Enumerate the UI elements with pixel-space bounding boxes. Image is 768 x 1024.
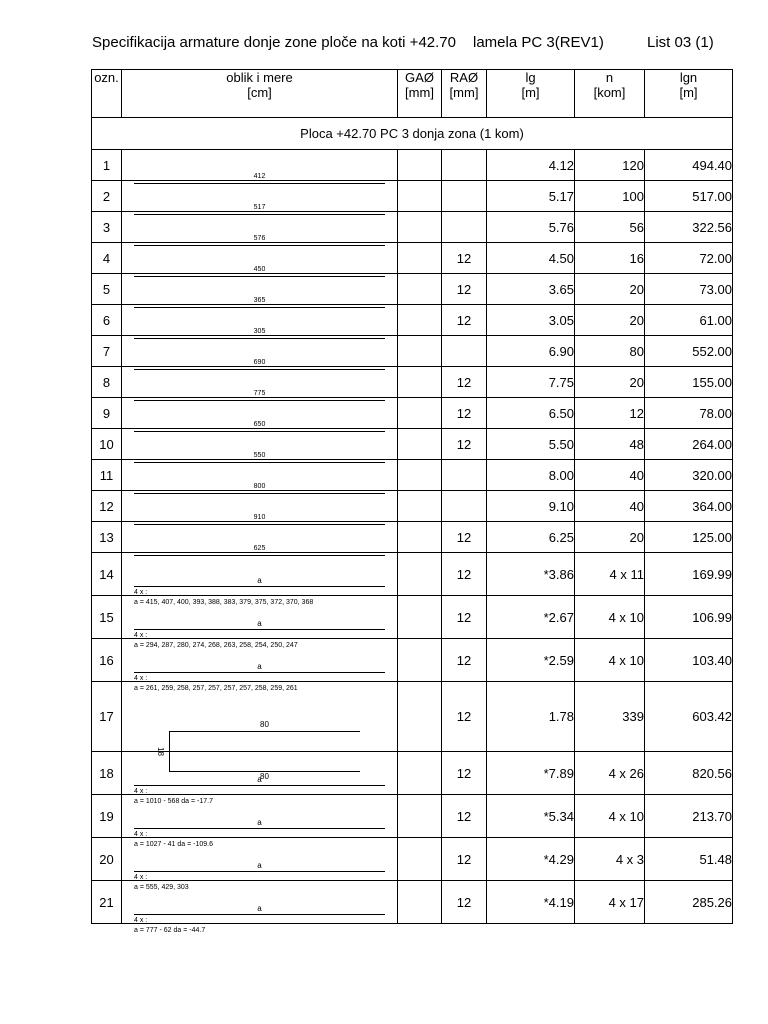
cell-n: 4 x 10	[575, 795, 645, 838]
cell-ozn: 11	[92, 460, 122, 491]
bar-length-label: 650	[253, 421, 266, 428]
bar-length-label: 910	[253, 514, 266, 521]
cell-ga	[398, 274, 442, 305]
cell-ra: 12	[442, 429, 487, 460]
table-row	[92, 181, 733, 212]
cell-ra: 12	[442, 305, 487, 336]
cell-lg: 6.50	[487, 398, 575, 429]
bar-group-count: 4 x :	[134, 831, 148, 838]
cell-lg: 4.12	[487, 150, 575, 181]
bar-length-label: 517	[253, 204, 266, 211]
document-title: Specifikacija armature donje zone ploče na koti +42.70	[92, 34, 456, 51]
bar-length-label: 690	[253, 359, 266, 366]
cell-ozn: 17	[92, 682, 122, 752]
cell-n: 4 x 11	[575, 553, 645, 596]
cell-ra: 12	[442, 838, 487, 881]
cell-ga	[398, 639, 442, 682]
bar-group-count: 4 x :	[134, 589, 148, 596]
cell-shape	[122, 553, 398, 606]
cell-lg: *4.19	[487, 881, 575, 924]
cell-ga	[398, 336, 442, 367]
bar-length-label: a	[257, 861, 262, 870]
col-ra-header: RAØ [mm]	[442, 70, 487, 118]
cell-shape	[122, 460, 398, 491]
bar-length-list: a = 415, 407, 400, 393, 388, 383, 379, 375, 372, 370, 368	[134, 599, 314, 606]
bar-line	[134, 338, 385, 339]
cell-lgn: 51.48	[645, 838, 733, 881]
cell-ga	[398, 682, 442, 752]
cell-n: 80	[575, 336, 645, 367]
cell-n: 120	[575, 150, 645, 181]
cell-ra: 12	[442, 243, 487, 274]
cell-lgn: 264.00	[645, 429, 733, 460]
cell-lg: *3.86	[487, 553, 575, 596]
cell-lg: 4.50	[487, 243, 575, 274]
table-row	[92, 460, 733, 491]
cell-lgn: 169.99	[645, 553, 733, 596]
table-row	[92, 243, 733, 274]
cell-lg: *4.29	[487, 838, 575, 881]
cell-n: 12	[575, 398, 645, 429]
cell-ga	[398, 460, 442, 491]
cell-shape	[122, 305, 398, 336]
bar-line	[134, 629, 385, 630]
cell-lg: 7.75	[487, 367, 575, 398]
cell-ozn: 5	[92, 274, 122, 305]
bar-length-list: a = 261, 259, 258, 257, 257, 257, 257, 258, 259, 261	[134, 685, 298, 692]
cell-ozn: 12	[92, 491, 122, 522]
cell-lgn: 364.00	[645, 491, 733, 522]
cell-ra: 12	[442, 274, 487, 305]
u-shape-bottom-dimension: 80	[260, 771, 269, 781]
cell-lg: 9.10	[487, 491, 575, 522]
cell-ozn: 1	[92, 150, 122, 181]
table-row	[92, 336, 733, 367]
cell-shape	[122, 429, 398, 460]
cell-lg: 6.25	[487, 522, 575, 553]
bar-length-list: a = 555, 429, 303	[134, 884, 189, 891]
cell-n: 20	[575, 305, 645, 336]
cell-lg: 3.65	[487, 274, 575, 305]
cell-ozn: 13	[92, 522, 122, 553]
cell-ga	[398, 367, 442, 398]
cell-lgn: 213.70	[645, 795, 733, 838]
bar-line	[134, 524, 385, 525]
cell-lgn: 72.00	[645, 243, 733, 274]
cell-ra	[442, 150, 487, 181]
cell-ozn: 19	[92, 795, 122, 838]
cell-ga	[398, 838, 442, 881]
col-ozn-header: ozn.	[92, 70, 122, 118]
cell-ra	[442, 181, 487, 212]
cell-shape	[122, 181, 398, 212]
table-row	[92, 398, 733, 429]
cell-n: 56	[575, 212, 645, 243]
lamela-label: lamela PC 3(REV1)	[473, 34, 604, 51]
cell-lg: *5.34	[487, 795, 575, 838]
cell-shape	[122, 491, 398, 522]
cell-ozn: 8	[92, 367, 122, 398]
bar-length-list: a = 777 - 62 da = -44.7	[134, 927, 206, 934]
cell-lgn: 603.42	[645, 682, 733, 752]
cell-shape	[122, 367, 398, 398]
bar-line	[134, 871, 385, 872]
cell-lg: 1.78	[487, 682, 575, 752]
cell-n: 4 x 3	[575, 838, 645, 881]
cell-ozn: 3	[92, 212, 122, 243]
cell-lg: *2.59	[487, 639, 575, 682]
bar-group-count: 4 x :	[134, 874, 148, 881]
cell-lgn: 820.56	[645, 752, 733, 795]
bar-line	[134, 555, 385, 556]
cell-ga	[398, 398, 442, 429]
table-row	[92, 491, 733, 522]
cell-lgn: 103.40	[645, 639, 733, 682]
table-row	[92, 553, 733, 596]
bar-length-label: 800	[253, 483, 266, 490]
bar-line	[134, 785, 385, 786]
table-row	[92, 150, 733, 181]
cell-n: 40	[575, 491, 645, 522]
bar-length-list: a = 1027 - 41 da = -109.6	[134, 841, 214, 848]
cell-ozn: 4	[92, 243, 122, 274]
bar-length-label: 412	[253, 173, 266, 180]
bar-line	[134, 369, 385, 370]
cell-ga	[398, 429, 442, 460]
bar-length-label: a	[257, 904, 262, 913]
cell-ozn: 21	[92, 881, 122, 924]
cell-shape	[122, 398, 398, 429]
cell-n: 20	[575, 367, 645, 398]
cell-lgn: 155.00	[645, 367, 733, 398]
cell-ozn: 9	[92, 398, 122, 429]
cell-ga	[398, 150, 442, 181]
cell-shape	[122, 274, 398, 305]
table-row	[92, 429, 733, 460]
cell-ga	[398, 212, 442, 243]
cell-ra	[442, 460, 487, 491]
bar-line	[134, 183, 385, 184]
bar-line	[134, 914, 385, 915]
bar-line	[134, 245, 385, 246]
bar-group-count: 4 x :	[134, 788, 148, 795]
bar-line	[134, 493, 385, 494]
bar-group-count: 4 x :	[134, 675, 148, 682]
bar-length-list: a = 1010 - 568 da = -17.7	[134, 798, 214, 805]
cell-shape	[122, 150, 398, 181]
cell-ozn: 7	[92, 336, 122, 367]
sheet-number: List 03 (1)	[647, 34, 714, 51]
cell-shape	[122, 522, 398, 553]
bar-line	[134, 431, 385, 432]
cell-lgn: 78.00	[645, 398, 733, 429]
cell-ra: 12	[442, 596, 487, 639]
rebar-specification-table	[91, 69, 733, 934]
bar-length-list: a = 294, 287, 280, 274, 268, 263, 258, 254, 250, 247	[134, 642, 298, 649]
cell-lg: 5.17	[487, 181, 575, 212]
bar-line	[134, 276, 385, 277]
bar-line	[134, 828, 385, 829]
cell-lg: 5.76	[487, 212, 575, 243]
cell-ga	[398, 305, 442, 336]
cell-lgn: 106.99	[645, 596, 733, 639]
table-row	[92, 274, 733, 305]
cell-lg: 5.50	[487, 429, 575, 460]
bar-line	[134, 586, 385, 587]
cell-n: 20	[575, 274, 645, 305]
u-shape-top-leg	[169, 731, 360, 732]
bar-length-label: 305	[253, 328, 266, 335]
bar-length-label: a	[257, 662, 262, 671]
bar-length-label: a	[257, 576, 262, 585]
cell-lgn: 320.00	[645, 460, 733, 491]
bar-length-label: 775	[253, 390, 266, 397]
col-n-header: n [kom]	[575, 70, 645, 118]
cell-ozn: 20	[92, 838, 122, 881]
table-row	[92, 212, 733, 243]
col-ga-header: GAØ [mm]	[398, 70, 442, 118]
cell-ga	[398, 181, 442, 212]
cell-shape	[122, 212, 398, 243]
cell-ra: 12	[442, 553, 487, 596]
col-oblik-header: oblik i mere [cm]	[122, 70, 398, 118]
cell-ga	[398, 881, 442, 924]
cell-ra: 12	[442, 752, 487, 795]
cell-ga	[398, 243, 442, 274]
cell-lgn: 61.00	[645, 305, 733, 336]
cell-n: 4 x 17	[575, 881, 645, 924]
cell-ozn: 10	[92, 429, 122, 460]
cell-ra: 12	[442, 522, 487, 553]
cell-lg: *2.67	[487, 596, 575, 639]
cell-n: 48	[575, 429, 645, 460]
cell-ra: 12	[442, 682, 487, 752]
cell-n: 4 x 10	[575, 639, 645, 682]
cell-n: 16	[575, 243, 645, 274]
cell-shape	[122, 243, 398, 274]
bar-group-count: 4 x :	[134, 632, 148, 639]
cell-n: 339	[575, 682, 645, 752]
table-row	[92, 305, 733, 336]
u-shape-top-dimension: 80	[260, 719, 269, 729]
col-lgn-header: lgn [m]	[645, 70, 733, 118]
table-row	[92, 522, 733, 553]
bar-length-label: 576	[253, 235, 266, 242]
bar-length-label: 365	[253, 297, 266, 304]
bar-line	[134, 307, 385, 308]
cell-lg: 6.90	[487, 336, 575, 367]
cell-ga	[398, 553, 442, 596]
cell-lgn: 285.26	[645, 881, 733, 924]
section-title: Ploca +42.70 PC 3 donja zona (1 kom)	[92, 118, 733, 150]
cell-ozn: 16	[92, 639, 122, 682]
cell-lgn: 494.40	[645, 150, 733, 181]
bar-line	[134, 400, 385, 401]
cell-ra: 12	[442, 795, 487, 838]
cell-lg: *7.89	[487, 752, 575, 795]
cell-ozn: 6	[92, 305, 122, 336]
cell-ga	[398, 491, 442, 522]
cell-ra: 12	[442, 398, 487, 429]
bar-length-label: a	[257, 818, 262, 827]
u-shape-side-leg	[169, 731, 170, 771]
cell-lgn: 552.00	[645, 336, 733, 367]
cell-ozn: 15	[92, 596, 122, 639]
column-header-row	[92, 70, 733, 118]
cell-ra: 12	[442, 367, 487, 398]
cell-ra: 12	[442, 639, 487, 682]
cell-ra: 12	[442, 881, 487, 924]
cell-ga	[398, 795, 442, 838]
cell-ga	[398, 752, 442, 795]
cell-n: 20	[575, 522, 645, 553]
cell-lgn: 322.56	[645, 212, 733, 243]
cell-ra	[442, 212, 487, 243]
bar-length-label: 450	[253, 266, 266, 273]
cell-ga	[398, 596, 442, 639]
cell-ozn: 18	[92, 752, 122, 795]
cell-ra	[442, 336, 487, 367]
cell-lgn: 517.00	[645, 181, 733, 212]
cell-n: 4 x 26	[575, 752, 645, 795]
bar-length-label: a	[257, 775, 262, 784]
bar-line	[134, 672, 385, 673]
bar-length-label: a	[257, 619, 262, 628]
cell-n: 40	[575, 460, 645, 491]
cell-ga	[398, 522, 442, 553]
cell-n: 100	[575, 181, 645, 212]
bar-length-label: 625	[253, 545, 266, 552]
bar-line	[134, 214, 385, 215]
bar-group-count: 4 x :	[134, 917, 148, 924]
u-shape-side-dimension: 18	[155, 746, 165, 756]
cell-shape	[122, 336, 398, 367]
cell-lgn: 73.00	[645, 274, 733, 305]
cell-n: 4 x 10	[575, 596, 645, 639]
cell-lg: 3.05	[487, 305, 575, 336]
cell-ra	[442, 491, 487, 522]
cell-lgn: 125.00	[645, 522, 733, 553]
cell-lg: 8.00	[487, 460, 575, 491]
bar-line	[134, 462, 385, 463]
bar-length-label: 550	[253, 452, 266, 459]
cell-ozn: 14	[92, 553, 122, 596]
section-row	[92, 118, 733, 150]
table-row	[92, 367, 733, 398]
col-lg-header: lg [m]	[487, 70, 575, 118]
cell-ozn: 2	[92, 181, 122, 212]
